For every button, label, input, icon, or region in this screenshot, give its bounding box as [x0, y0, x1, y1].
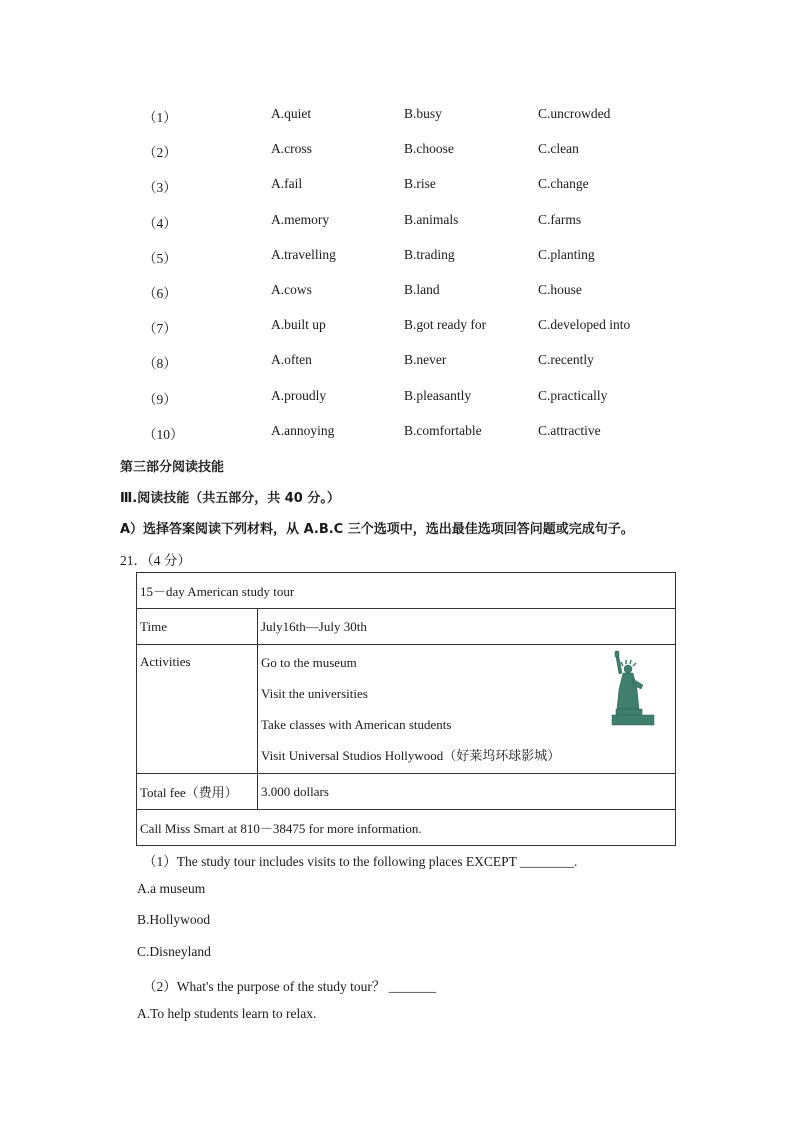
option-b: B.animals — [404, 211, 459, 227]
option-c: C.planting — [538, 246, 595, 262]
item-number: （4） — [143, 215, 177, 231]
option-c: C.change — [538, 176, 589, 192]
fee-label: Total fee（费用） — [137, 774, 258, 810]
option-c: C.farms — [538, 211, 582, 227]
activity-item: Visit Universal Studios Hollywood（好莱坞环球影城） — [261, 748, 561, 763]
option-b: B.rise — [404, 176, 436, 192]
q1-option-a: A.a museum — [137, 881, 206, 896]
activity-item: Go to the museum — [261, 655, 357, 670]
question-1: （1）The study tour includes visits to the following places EXCEPT ________. — [143, 854, 578, 869]
option-a: A.annoying — [271, 422, 335, 438]
activities-label: Activities — [137, 645, 258, 774]
table-row — [137, 774, 676, 810]
option-b: B.land — [404, 282, 440, 297]
option-a: A.built up — [271, 317, 326, 333]
option-c: C.attractive — [538, 422, 601, 438]
option-c: C.recently — [538, 352, 594, 368]
option-c: C.clean — [538, 141, 579, 157]
q1-option-c: C.Disneyland — [137, 944, 211, 959]
table-row — [137, 810, 676, 846]
option-a: A.cross — [271, 141, 312, 157]
option-a: A.fail — [271, 176, 303, 192]
option-c: C.house — [538, 282, 582, 297]
item-number: （2） — [143, 145, 177, 161]
option-a: A.often — [271, 352, 312, 368]
option-c: C.developed into — [538, 317, 631, 333]
item-number: （10） — [143, 426, 184, 442]
item-number: （8） — [143, 356, 177, 372]
option-a: A.proudly — [271, 387, 327, 403]
time-value: July16th—July 30th — [258, 609, 676, 645]
option-b: B.never — [404, 352, 447, 368]
time-label: Time — [137, 609, 258, 645]
section-heading: Ⅲ.阅读技能（共五部分，共 40 分。） — [120, 491, 340, 506]
statue-of-liberty-image — [609, 649, 657, 727]
tour-title: 15－day American study tour — [137, 573, 676, 609]
part-title: 第三部分阅读技能 — [120, 460, 225, 475]
activity-item: Visit the universities — [261, 686, 368, 701]
option-c: C.practically — [538, 387, 608, 403]
fee-value: 3.000 dollars — [258, 774, 676, 810]
table-row — [137, 609, 676, 645]
item-number: （6） — [143, 286, 177, 301]
item-number: （3） — [143, 180, 177, 196]
option-b: B.pleasantly — [404, 387, 472, 403]
question-2: （2）What's the purpose of the study tour？ _______ — [143, 979, 437, 994]
option-a: A.quiet — [271, 106, 312, 121]
section-instruction: A）选择答案阅读下列材料，从 A.B.C 三个选项中，选出最佳选项回答问题或完成句子。 — [120, 522, 634, 537]
option-a: A.cows — [271, 282, 312, 297]
table-row — [137, 645, 676, 774]
option-b: B.busy — [404, 106, 442, 121]
activities-cell — [258, 645, 676, 774]
table-row — [137, 573, 676, 609]
option-a: A.travelling — [271, 246, 336, 262]
question-number: 21．（4 分） — [120, 553, 191, 568]
option-b: B.got ready for — [404, 317, 487, 333]
option-b: B.comfortable — [404, 422, 482, 438]
item-number: （7） — [143, 321, 177, 337]
study-tour-table — [136, 572, 676, 846]
option-c: C.uncrowded — [538, 106, 611, 121]
q1-option-b: B.Hollywood — [137, 912, 211, 927]
option-b: B.trading — [404, 246, 455, 262]
activity-item: Take classes with American students — [261, 717, 452, 732]
item-number: （9） — [143, 391, 177, 407]
contact-info: Call Miss Smart at 810－38475 for more information. — [137, 810, 676, 846]
item-number: （1） — [143, 110, 177, 125]
option-a: A.memory — [271, 211, 330, 227]
option-b: B.choose — [404, 141, 454, 157]
item-number: （5） — [143, 250, 177, 266]
q2-option-a: A.To help students learn to relax. — [137, 1006, 317, 1021]
